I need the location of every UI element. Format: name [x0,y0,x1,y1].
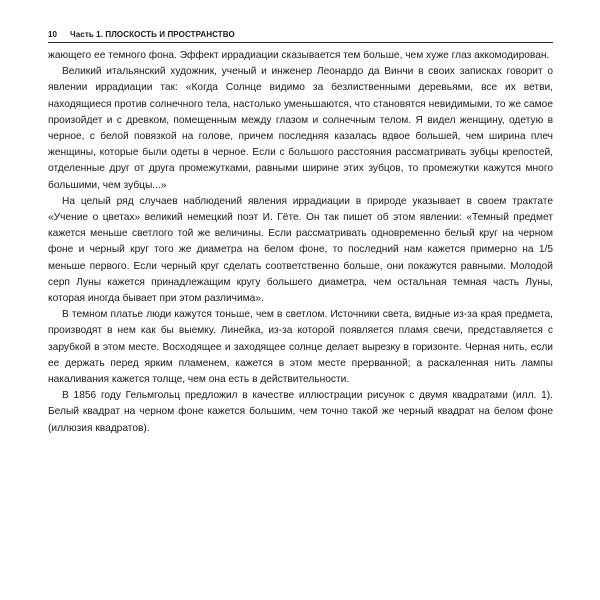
paragraph-dark-clothes: В темном платье люди кажутся тоньше, чем в светлом. Источники света, видные из-за края предмета, производят в нем как бы выемку. Линейка, из-за которой появляется пламя свечи, представляется с зарубкой в этом месте. Восходящее и заходящее солнце делает вырезку в горизонте. Черная нить, если ее держать перед ярким пламенем, кажется в этом месте прерванной; а раскаленная нить лампы накаливания кажется толще, чем она есть в действительности. [48,309,553,386]
paragraph-goethe: На целый ряд случаев наблюдений явления иррадиации в природе указывает в своем трактате «Учение о цветах» великий немецкий поэт И. Гёте. Он так пишет об этом явлении: «Темный предмет кажется меньше светлого той же величины. Если рассматривать одновременно белый круг на черном фоне и черный круг того же диаметра на белом фоне, то последний нам кажется примерно на 1/5 меньше первого. Если черный круг сделать соответственно больше, они покажутся равными. Молодой серп Луны кажется принадлежащим кругу большего диаметра, чем остальная темная часть Луны, которая иногда бывает при этом различима». [48,195,553,305]
chapter-title: Часть 1. ПЛОСКОСТЬ И ПРОСТРАНСТВО [70,30,235,39]
page-number: 10 [48,30,58,39]
paragraph-helmholtz: В 1856 году Гельмгольц предложил в качестве иллюстрации рисунок с двумя квадратами (илл. 1). Белый квадрат на черном фоне кажется большим, чем точно такой же черный квадрат на белом фоне (иллюзия квадратов). [48,390,553,434]
body-text [48,48,553,437]
book-page [48,30,553,437]
paragraph-leonardo: Великий итальянский художник, ученый и инженер Леонардо да Винчи в своих записках говорит о явлении иррадиации так: «Когда Солнце видимо за безлиственными деревьями, все их ветви, находящиеся против солнечного тела, настолько уменьшаются, что становятся невидимыми, то же самое произойдет и с древком, помещенным между глазом и солнечным телом. Я видел женщину, одетую в черное, с белой повязкой на голове, причем последняя казалась вдвое большей, чем ширина плеч женщины, которые были одеты в черное. Если с большого расстояния рассматривать зубцы крепостей, отделенные друг от друга промежутками, равными ширине этих зубцов, то промежутки кажутся много большими, чем зубцы...» [48,66,553,191]
running-header [48,30,553,43]
paragraph-continuation: жающего ее темного фона. Эффект иррадиации сказывается тем больше, чем хуже глаз аккомодирован. [48,50,550,61]
